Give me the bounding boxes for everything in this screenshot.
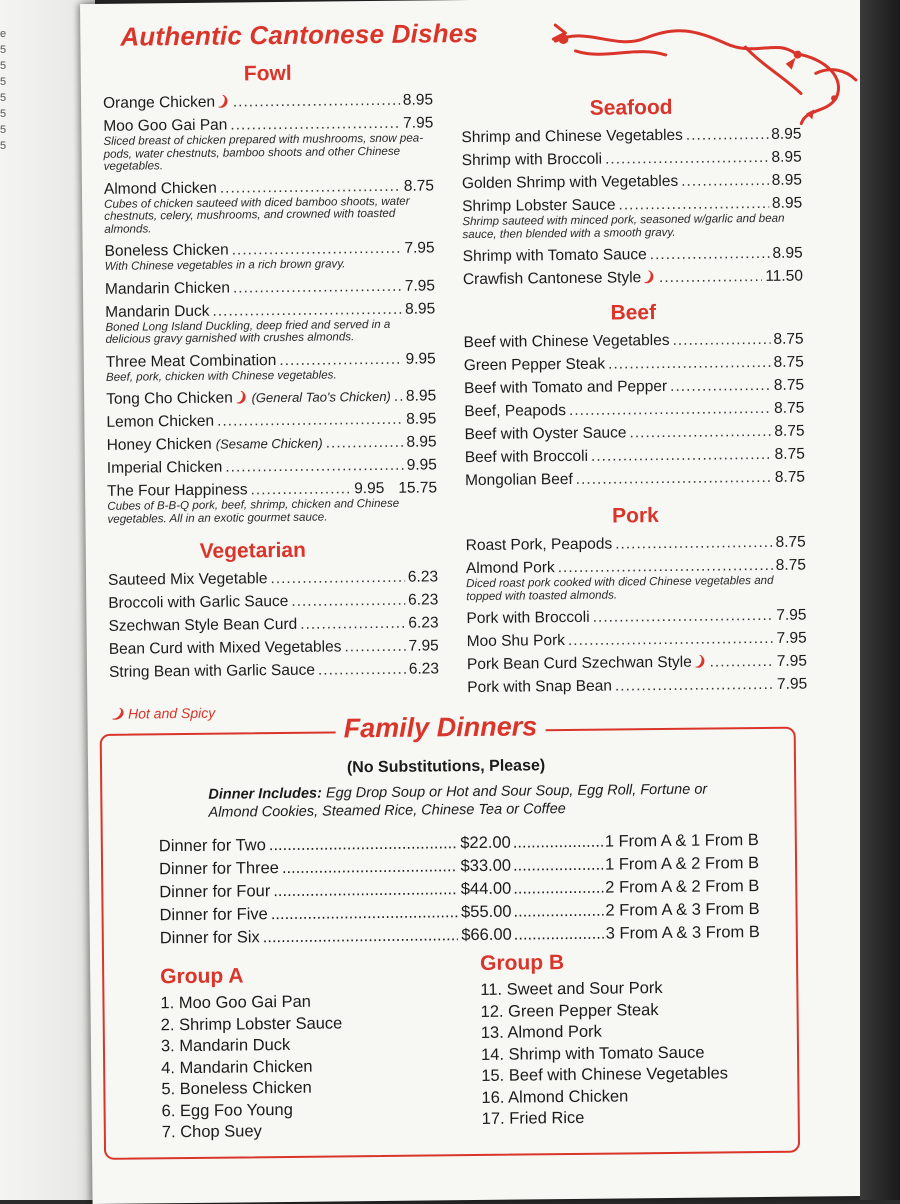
menu-item-price: 6.23 [408, 591, 439, 609]
menu-item [108, 613, 438, 635]
menu-item [103, 90, 433, 112]
leader-dots [225, 456, 404, 477]
chili-pepper-icon: ❩ [110, 704, 127, 724]
leader-dots [513, 877, 603, 901]
menu-item-price: 8.95 [771, 125, 802, 143]
leader-dots [273, 878, 458, 903]
group-b-item: 17. Fried Rice [481, 1108, 585, 1128]
dinner-name: Dinner for Four [159, 882, 271, 902]
beef-list [463, 330, 805, 495]
menu-item [109, 659, 439, 681]
table-edge [860, 0, 900, 1200]
leader-dots [233, 276, 402, 297]
menu-item-price: 8.95 [404, 299, 436, 318]
menu-item-name: Shrimp with Broccoli [461, 150, 603, 170]
leader-dots [681, 171, 769, 191]
menu-item-price: 9.95 [354, 479, 385, 498]
menu-item [463, 244, 803, 267]
leader-dots [670, 376, 771, 396]
leader-dots [282, 855, 458, 880]
menu-item-price: 8.95 [406, 433, 437, 451]
dinner-choice: 1 From A & 1 From B [604, 831, 759, 851]
menu-item-price: 8.95 [406, 410, 437, 428]
menu-item [467, 652, 807, 675]
menu-item-name: Pork Bean Curd Szechwan Style [466, 653, 692, 674]
menu-item-name: Broccoli with Garlic Sauce [108, 592, 289, 612]
menu-item-name: Almond Chicken [103, 179, 217, 198]
menu-item-name: Mandarin Duck [105, 302, 210, 321]
leader-dots [672, 330, 770, 350]
menu-item-name: The Four Happiness [107, 481, 248, 500]
menu-item [464, 376, 804, 399]
adjacent-page-text: 5 [0, 92, 7, 104]
menu-item-price: 8.95 [771, 171, 802, 189]
leader-dots [271, 901, 459, 926]
menu-item-description: Diced roast pork cooked with diced Chinese vegetables and topped with toasted almonds. [466, 573, 774, 603]
left-column [103, 60, 439, 685]
leader-dots [514, 923, 604, 947]
menu-item-name: Crawfish Cantonese Style [462, 269, 642, 289]
adjacent-page-text: 5 [0, 140, 7, 152]
menu-item [463, 330, 803, 353]
menu-item-name: Beef with Oyster Sauce [464, 424, 627, 444]
pork-title: Pork [611, 504, 659, 528]
menu-item-alt-name: (General Tao's Chicken) [251, 388, 391, 406]
menu-item-price: 7.95 [408, 637, 439, 655]
menu-item-name: Beef with Chinese Vegetables [463, 331, 670, 352]
beef-title: Beef [610, 301, 657, 325]
adjacent-page-text: e [0, 28, 7, 40]
group-a [160, 963, 343, 1143]
adjacent-page-text: 5 [0, 76, 7, 88]
menu-item-price: 7.95 [776, 675, 808, 693]
menu-item-price: 7.95 [776, 606, 807, 624]
menu-item [464, 353, 804, 376]
menu-item [466, 533, 806, 556]
menu-item-name: Moo Goo Gai Pan [103, 116, 228, 135]
dinner-name: Dinner for Six [159, 928, 260, 948]
leader-dots [615, 675, 774, 696]
menu-item-name: Boneless Chicken [104, 241, 229, 260]
menu-item-price: 6.23 [408, 614, 439, 632]
menu-item-price: 8.95 [772, 244, 803, 262]
menu-item-price: 8.75 [774, 468, 806, 486]
group-a-item: 2. Shrimp Lobster Sauce [160, 1013, 343, 1034]
menu-item [463, 267, 803, 290]
menu-item-price: 8.95 [771, 148, 802, 166]
group-a-title: Group A [160, 964, 244, 989]
group-b-item: 11. Sweet and Sour Pork [480, 979, 663, 999]
leader-dots [233, 91, 400, 112]
menu-item-price: 8.75 [773, 376, 805, 394]
menu-item-name: Beef with Broccoli [464, 447, 589, 467]
menu-item-name: Beef, Peapods [464, 402, 567, 421]
leader-dots [629, 422, 771, 442]
leader-dots [608, 353, 771, 374]
menu-item [108, 590, 438, 612]
menu-item [105, 276, 435, 298]
menu-item-name: Shrimp with Tomato Sauce [462, 246, 647, 266]
menu-item-name: Shrimp Lobster Sauce [462, 196, 616, 216]
menu-item [464, 422, 804, 445]
group-b-title: Group B [479, 951, 565, 975]
menu-item [107, 455, 437, 477]
leader-dots [318, 660, 406, 680]
adjacent-page-text: 5 [0, 124, 7, 136]
menu-item-name: Green Pepper Steak [463, 355, 606, 375]
leader-dots [568, 629, 774, 650]
menu-item-price: 11.50 [765, 267, 803, 285]
menu-item-description: Shrimp sauteed with minced pork, seasoned w/garlic and bean sauce, then blended with a smooth gravy. [462, 211, 785, 241]
leader-dots [686, 125, 769, 145]
no-substitutions-note: (No Substitutions, Please) [346, 757, 546, 777]
menu-item [464, 399, 804, 422]
dinner-choice: 3 From A & 3 From B [605, 923, 760, 943]
leader-dots [326, 433, 404, 453]
menu-item-price: 8.75 [773, 330, 804, 348]
adjacent-page-text: 5 [0, 60, 7, 72]
vegetarian-list [108, 567, 439, 685]
spicy-legend [109, 705, 215, 723]
leader-dots [270, 568, 405, 588]
menu-item [465, 468, 805, 491]
menu-item [465, 445, 805, 468]
dinner-includes-label: Dinner Includes: [208, 785, 322, 803]
menu-item-name: Bean Curd with Mixed Vegetables [108, 638, 342, 658]
menu-item [106, 386, 436, 408]
dinner-includes-text: Egg Drop Soup or Hot and Sour Soup, Egg Roll, Fortune or Almond Cookies, Steamed Rice, Chinese Tea or Coffee [208, 781, 708, 821]
dinner-price: $66.00 [461, 925, 512, 945]
dinner-price: $55.00 [460, 902, 512, 922]
menu-item [461, 125, 801, 148]
leader-dots [263, 924, 459, 949]
fowl-list [103, 90, 438, 525]
leader-dots [593, 606, 774, 627]
group-b-item: 14. Shrimp with Tomato Sauce [480, 1043, 705, 1064]
menu-item-name: Sauteed Mix Vegetable [107, 570, 268, 589]
menu-item-name: Pork with Snap Bean [467, 677, 613, 697]
menu-item-name: Shrimp and Chinese Vegetables [461, 126, 683, 147]
menu-item-description: Beef, pork, chicken with Chinese vegetables. [105, 367, 337, 384]
menu-item [109, 636, 439, 658]
menu-item-description: With Chinese vegetables in a rich brown gravy. [104, 257, 346, 273]
leader-dots [709, 652, 773, 672]
group-b-item: 16. Almond Chicken [481, 1086, 629, 1107]
family-dinners-title: Family Dinners [335, 711, 545, 744]
menu-item-description: Cubes of chicken sauteed with diced bamboo shoots, water chestnuts, celery, mushrooms, and crowned with toasted almonds. [104, 194, 410, 236]
menu-item-price: 8.95 [405, 387, 437, 405]
dinner-name: Dinner for Three [158, 859, 280, 879]
leader-dots [344, 637, 405, 657]
menu-item-name: Moo Shu Pork [466, 632, 566, 651]
menu-item-name: Szechwan Style Bean Curd [108, 615, 298, 635]
menu-item-price: 7.95 [776, 629, 807, 647]
dinner-choice: 2 From A & 3 From B [605, 900, 760, 920]
menu-item-description: Cubes of B-B-Q pork, beef, shrimp, chicken and Chinese vegetables. All in an exotic gourmet sauce. [107, 496, 400, 526]
group-a-item: 5. Boneless Chicken [161, 1078, 312, 1099]
menu-item [466, 606, 806, 629]
leader-dots [513, 900, 603, 924]
menu-item [108, 567, 438, 589]
leader-dots [300, 614, 405, 634]
group-b-item: 15. Beef with Chinese Vegetables [481, 1064, 729, 1085]
menu-item-name: Mandarin Chicken [104, 279, 231, 298]
adjacent-page-text: 5 [0, 108, 7, 120]
group-a-item: 1. Moo Goo Gai Pan [160, 992, 311, 1013]
group-a-item: 6. Egg Foo Young [161, 1100, 293, 1120]
menu-page [80, 0, 873, 1204]
adjacent-page [0, 0, 95, 1200]
menu-item-price: 8.75 [403, 176, 435, 195]
leader-dots [650, 244, 770, 264]
menu-item-name: Three Meat Combination [105, 351, 277, 371]
menu-item-name: Beef with Tomato and Pepper [463, 377, 668, 398]
menu-item-price: 8.95 [402, 91, 434, 109]
menu-item-name: Pork with Broccoli [466, 608, 590, 628]
menu-item-price: 6.23 [407, 568, 439, 586]
group-a-item: 7. Chop Suey [161, 1122, 262, 1142]
vegetarian-title: Vegetarian [199, 538, 306, 563]
menu-item-alt-name: (Sesame Chicken) [215, 435, 323, 452]
menu-item-name: Golden Shrimp with Vegetables [461, 172, 679, 193]
page-title: Authentic Cantonese Dishes [120, 17, 479, 52]
leader-dots [291, 591, 405, 611]
menu-item-price: 8.95 [771, 194, 803, 212]
menu-item-name: Imperial Chicken [106, 458, 223, 477]
right-column [461, 95, 807, 702]
leader-dots [250, 479, 351, 499]
group-a-item: 3. Mandarin Duck [160, 1035, 291, 1056]
menu-item-price: 9.95 [406, 456, 437, 474]
dinner-name: Dinner for Five [159, 905, 268, 925]
menu-item [107, 432, 437, 454]
menu-item-price: 7.95 [403, 114, 434, 132]
menu-item-price: 7.95 [404, 239, 435, 257]
menu-item-name: Tong Cho Chicken [106, 389, 233, 408]
group-a-item: 4. Mandarin Chicken [161, 1057, 313, 1077]
menu-item-name: Orange Chicken [102, 93, 216, 112]
fowl-title: Fowl [243, 61, 292, 86]
leader-dots [513, 831, 603, 855]
chili-pepper-icon: ❩ [642, 267, 659, 287]
menu-item-price: 6.23 [408, 660, 440, 678]
menu-item [106, 409, 436, 431]
dinner-includes [208, 780, 748, 822]
leader-dots [576, 468, 772, 489]
dinner-price: $22.00 [460, 833, 511, 853]
menu-item-price: 7.95 [776, 652, 808, 670]
dinner-choice: 1 From A & 2 From B [604, 854, 760, 874]
menu-item-price: 8.75 [775, 533, 806, 551]
menu-item-name: Honey Chicken [106, 435, 212, 454]
leader-dots [569, 399, 771, 420]
dinner-name: Dinner for Two [158, 836, 266, 856]
menu-item [467, 675, 807, 698]
leader-dots [394, 387, 403, 406]
menu-item [462, 171, 802, 194]
menu-item [467, 629, 807, 652]
leader-dots [279, 349, 402, 369]
group-b-item: 13. Almond Pork [480, 1022, 602, 1042]
menu-item-name: Roast Pork, Peapods [465, 535, 613, 555]
spicy-legend-text: Hot and Spicy [127, 704, 216, 722]
menu-item-description: Boned Long Island Duckling, deep fried and served in a delicious gravy garnished with crushes almonds. [105, 317, 391, 346]
menu-item-name: Mongolian Beef [464, 470, 573, 490]
chili-pepper-icon: ❩ [233, 387, 251, 407]
leader-dots [269, 832, 458, 857]
pork-list [466, 533, 808, 702]
menu-item-price-large: 15.75 [398, 479, 438, 497]
dinner-price: $44.00 [460, 879, 512, 899]
menu-item-name: String Bean with Garlic Sauce [108, 661, 316, 681]
leader-dots [513, 854, 603, 878]
chili-pepper-icon: ❩ [692, 652, 710, 672]
menu-item [462, 148, 802, 171]
menu-item-price: 8.75 [775, 556, 807, 574]
menu-item-price: 9.95 [405, 349, 436, 368]
menu-item [106, 349, 436, 371]
leader-dots [605, 148, 769, 169]
leader-dots [615, 533, 773, 554]
menu-item-price: 8.75 [773, 353, 804, 371]
leader-dots [217, 410, 403, 431]
leader-dots [591, 445, 772, 466]
menu-item-name: Almond Pork [465, 559, 555, 578]
leader-dots [232, 239, 402, 260]
seafood-title: Seafood [589, 95, 673, 120]
seafood-list [461, 125, 803, 294]
leader-dots [659, 267, 762, 287]
chili-pepper-icon: ❩ [215, 92, 233, 112]
group-b [480, 949, 729, 1130]
menu-item-price: 7.95 [404, 276, 436, 295]
menu-item-name: Lemon Chicken [106, 412, 215, 431]
dinner-price: $33.00 [460, 856, 512, 876]
menu-item-price: 8.75 [774, 422, 805, 440]
group-b-item: 12. Green Pepper Steak [480, 1000, 659, 1021]
adjacent-page-text: 5 [0, 44, 7, 56]
leader-dots [220, 176, 401, 197]
dinner-price-list [159, 829, 760, 950]
menu-item-price: 8.75 [774, 399, 805, 417]
dinner-choice: 2 From A & 2 From B [605, 877, 760, 897]
menu-item-price: 8.75 [774, 445, 805, 463]
menu-item-description: Sliced breast of chicken prepared with mushrooms, snow pea-pods, water chestnuts, bamboo shoots and other Chinese vegetables. [103, 131, 424, 173]
